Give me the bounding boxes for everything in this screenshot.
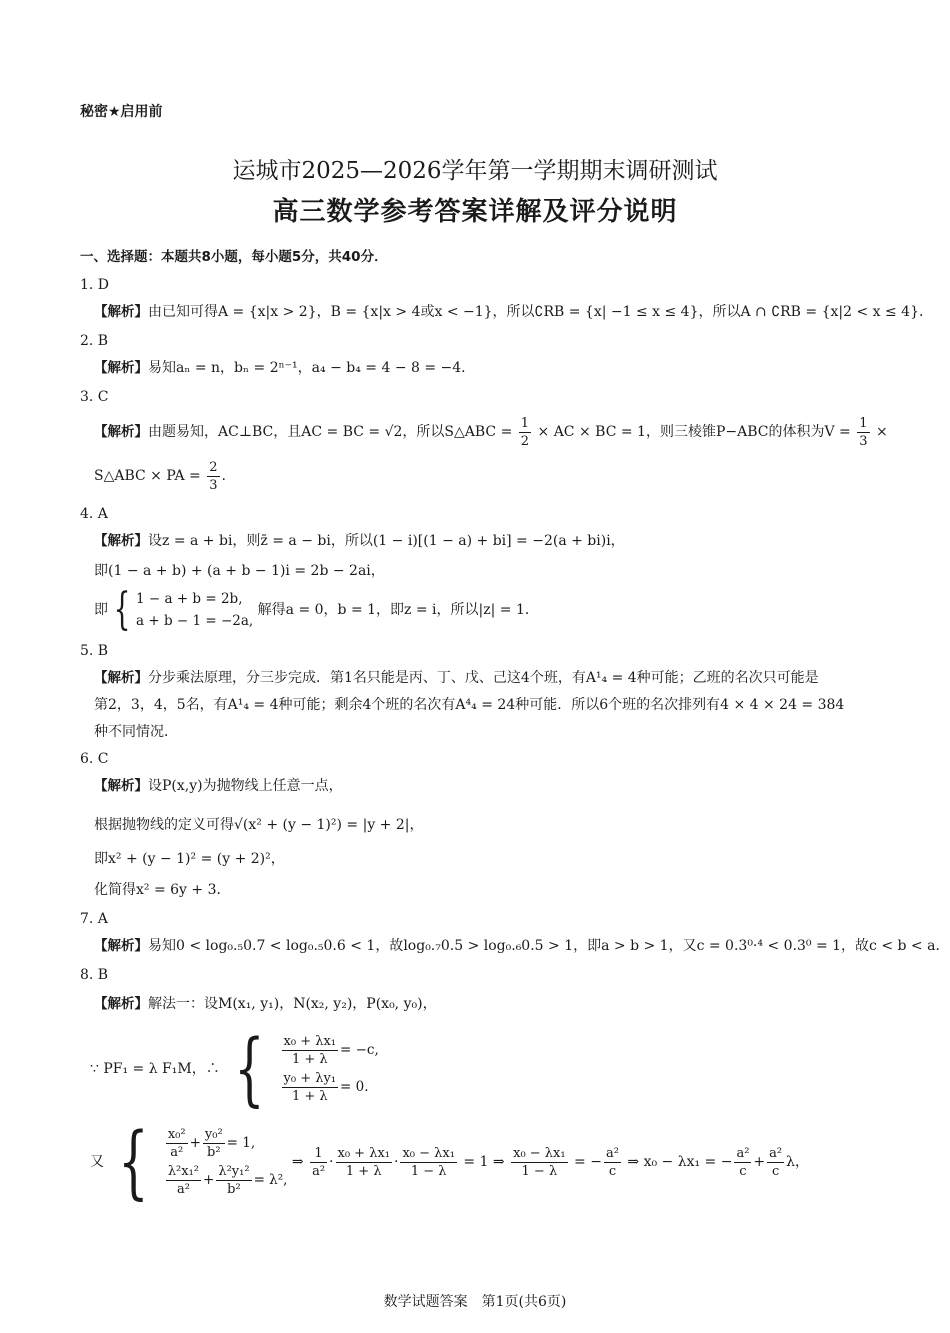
explanation-5-line-3: 种不同情况． — [94, 724, 178, 740]
left-brace: { — [234, 1022, 265, 1115]
explanation-5-line-2: 第2，3，4，5名，有A¹₄ = 4种可能；剩余4个班的名次有A⁴₄ = 24种可能．所以6个班的名次排列有4 × 4 × 24 = 384 — [94, 697, 845, 713]
explanation-tag: 【解析】 — [94, 424, 148, 440]
document-subtitle: 高三数学参考答案详解及评分说明 — [272, 197, 678, 227]
explanation-tag: 【解析】 — [94, 360, 148, 376]
answer-1: 1. D — [80, 277, 110, 293]
explanation-tag: 【解析】 — [94, 304, 148, 320]
explanation-1-line-1: 由已知可得A = {x|x > 2}，B = {x|x > 4或x < −1}，所以∁RB = {x| −1 ≤ x ≤ 4}，所以A ∩ ∁RB = {x|2 < x ≤ 4}． — [148, 304, 933, 320]
equation-system: 1 − a + b = 2b, a + b − 1 = −2a, — [136, 591, 254, 629]
equation-system: $\frac{\text{x₀ + λx₁}}{1 + \lambda}$ = −c, $\frac{\text{y₀ + λy₁}}{1 + \lambda}$ = 0. — [283, 1034, 379, 1104]
left-brace: { — [118, 1115, 150, 1208]
explanation-tag: 【解析】 — [94, 996, 148, 1012]
explanation-4 — [94, 531, 625, 551]
exam-title: 运城市2025—2026学年第一学期期末调研测试 — [232, 158, 718, 184]
equation-system: $\frac{\text{x₀²}}{\text{a²}}$ + $\frac{\text{y₀²}}{\text{b²}}$ = 1, $\frac{\text{λ²x₁²}}{\text{a²}}$ + $\frac{\text{λ²y₁²}}{\text{b²}}$ = λ², — [167, 1127, 288, 1197]
period: . — [221, 468, 226, 484]
explanation-7-line-1: 易知0 < log₀.₅0.7 < log₀.₅0.6 < 1，故log₀.₇0.5 > log₀.₆0.5 > 1，即a > b > 1，又c = 0.3⁰·⁴ < 0.3⁰ = 1，故c < b < a． — [148, 938, 950, 954]
answer-2: 2. B — [80, 333, 109, 349]
explanation-3-line-2 — [94, 458, 226, 494]
explanation-tag: 【解析】 — [94, 670, 148, 686]
explanation-4-line-1: 设z = a + bi，则z̄ = a − bi，所以(1 − i)[(1 − a) + bi] = −2(a + bi)i， — [148, 533, 625, 549]
explanation-6-line-3: 即x² + (y − 1)² = (y + 2)²， — [94, 851, 285, 867]
answer-6: 6. C — [80, 751, 109, 767]
explanation-3 — [94, 414, 888, 450]
left-brace: { — [113, 584, 131, 635]
explanation-8 — [94, 994, 437, 1014]
explanation-8-line-1: 解法一：设M(x₁, y₁)，N(x₂, y₂)，P(x₀, y₀)， — [148, 996, 437, 1012]
explanation-4-line-2: 即(1 − a + b) + (a + b − 1)i = 2b − 2ai， — [94, 563, 385, 579]
explanation-4-line-3 — [94, 584, 539, 635]
explanation-8-line-2 — [90, 1024, 379, 1114]
explanation-3-line-2a: S△ABC × PA = — [94, 468, 201, 484]
explanation-tag: 【解析】 — [94, 778, 148, 794]
vector-relation: ∵ PF₁ = λ F₁M，∴ — [90, 1061, 220, 1077]
explanation-1 — [94, 302, 933, 322]
explanation-5-line-1: 分步乘法原理，分三步完成．第1名只能是丙、丁、戊、己这4个班，有A¹₄ = 4种可能；乙班的名次只可能是 — [148, 670, 819, 686]
explanation-3-line-1a: 由题易知，AC⊥BC，且AC = BC = √2，所以S△ABC = — [148, 424, 513, 440]
explanation-2-line-1: 易知aₙ = n，bₙ = 2ⁿ⁻¹，a₄ − b₄ = 4 − 8 = −4． — [148, 360, 476, 376]
fraction: $\frac{1}{3}$ — [859, 415, 868, 449]
fraction: $\frac{2}{3}$ — [209, 459, 218, 493]
explanation-4-solution: 解得a = 0，b = 1，即z = i，所以|z| = 1． — [257, 602, 539, 618]
explanation-5 — [94, 668, 819, 688]
answer-4: 4. A — [80, 506, 108, 522]
explanation-tag: 【解析】 — [94, 938, 148, 954]
also-prefix: 又 — [90, 1154, 104, 1170]
page-footer: 数学试题答案 第1页(共6页) — [383, 1294, 567, 1310]
answer-3: 3. C — [80, 389, 109, 405]
explanation-4-prefix: 即 — [94, 602, 108, 618]
confidential-label: 秘密★启用前 — [80, 104, 163, 120]
explanation-6-line-1: 设P(x,y)为抛物线上任意一点， — [148, 778, 343, 794]
explanation-8-line-3: 又 { $\frac{\text{x₀²}}{\text{a²}}$ + $\frac{\text{y₀²}}{\text{b²}}$ = 1, $\frac{\text{λ²x₁²}}{\text{a²}}$ + $\frac{\text{λ²y₁²}}{\text{b²}}$ = λ², ⇒ $\frac{1}{\text{a²}}$ · $\frac{\text{x₀ + λx₁}}{1 + \lambda}$ · $\frac{\text{x₀ − λx₁}}{1 - \lambda}$ = 1 ⇒ $\frac{\text{x₀ − λx₁}}{1 - \lambda}$ = − $\frac{\text{a²}}{c}$ ⇒ x₀ − λx₁ = − $\frac{\text{a²}}{c}$ + $\frac{\text{a²}}{c}$ λ， — [90, 1115, 809, 1208]
explanation-6-line-4: 化简得x² = 6y + 3． — [94, 882, 231, 898]
section-heading: 一、选择题：本题共8小题，每小题5分，共40分． — [80, 249, 388, 265]
answer-8: 8. B — [80, 967, 109, 983]
answer-5: 5. B — [80, 643, 109, 659]
explanation-7 — [94, 936, 949, 956]
explanation-6-line-2: 根据抛物线的定义可得√(x² + (y − 1)²) = |y + 2|， — [94, 817, 424, 833]
explanation-3-line-1b: × AC × BC = 1，则三棱锥P−ABC的体积为V = — [537, 424, 851, 440]
answer-7: 7. A — [80, 911, 108, 927]
explanation-6 — [94, 776, 343, 796]
explanation-2 — [94, 358, 475, 378]
fraction: $\frac{1}{2}$ — [520, 415, 530, 449]
explanation-3-line-1c: × — [875, 424, 888, 440]
explanation-tag: 【解析】 — [94, 533, 148, 549]
